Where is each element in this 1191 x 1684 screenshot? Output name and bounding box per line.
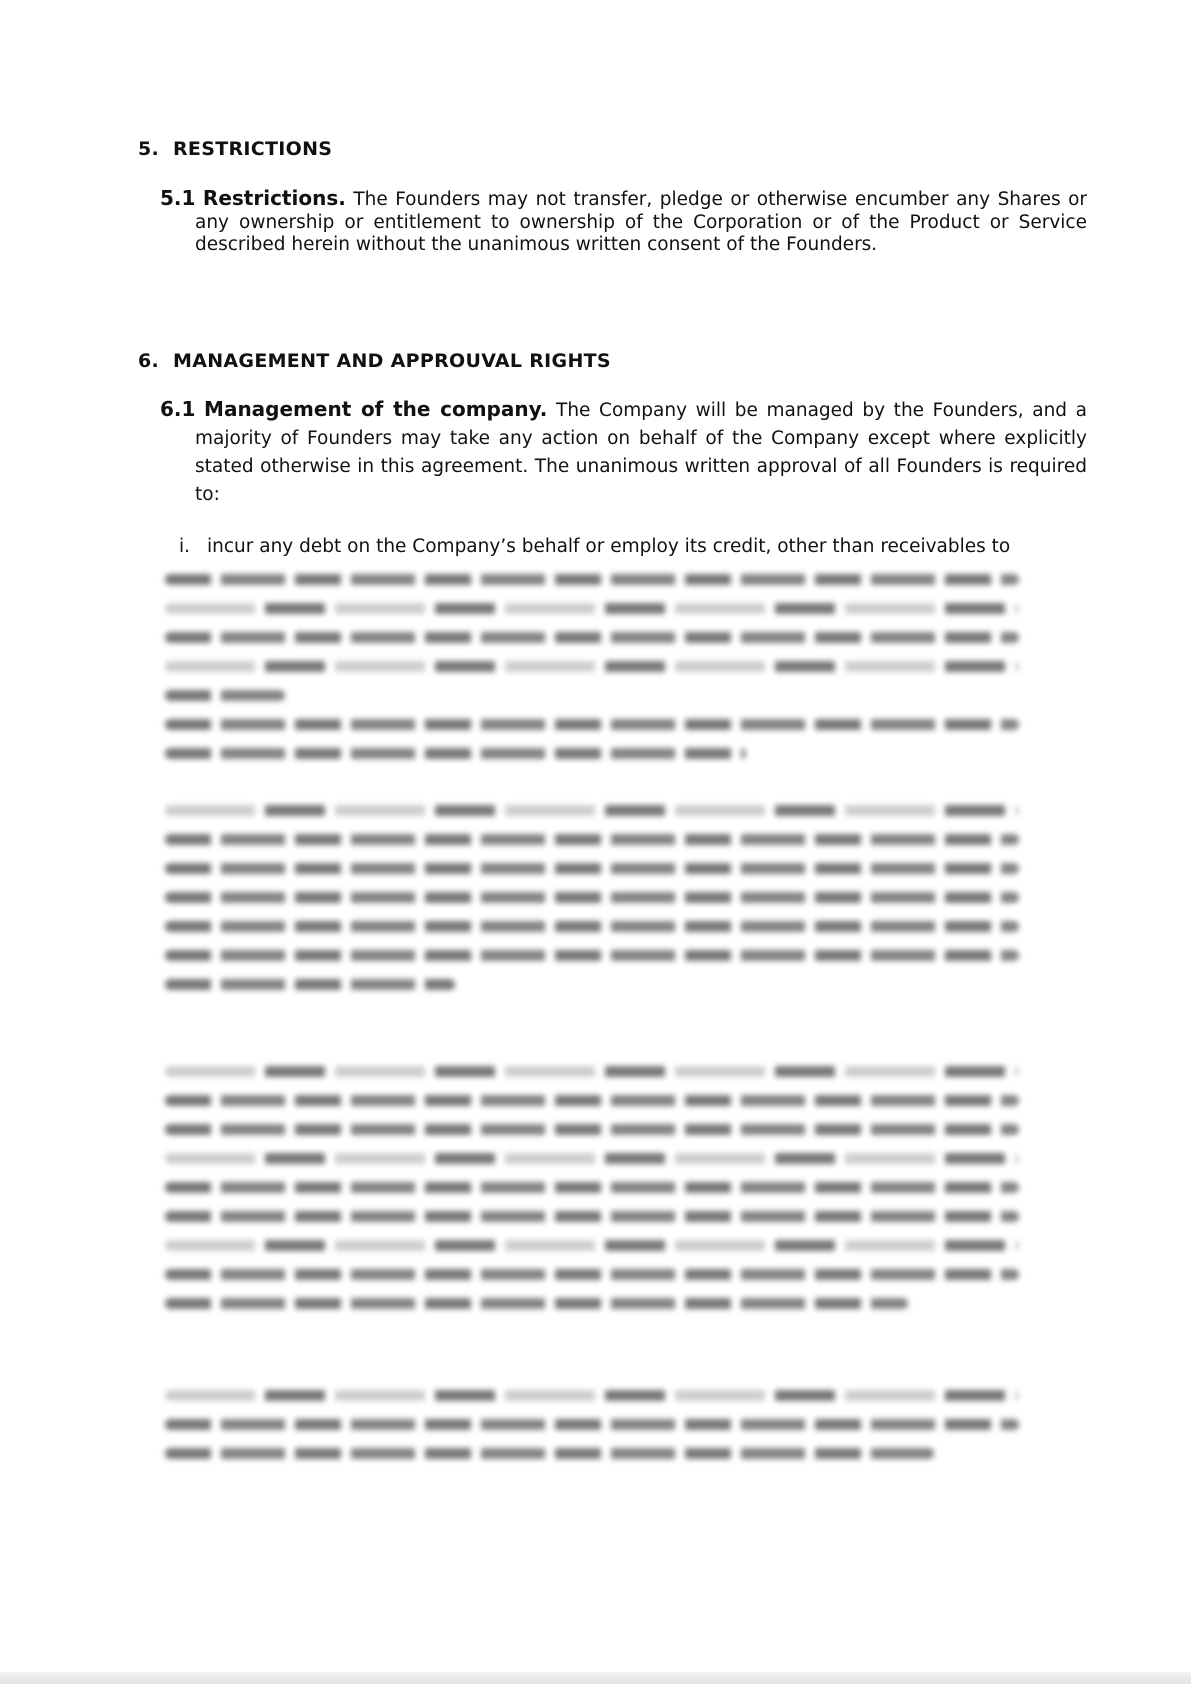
page-bottom-edge — [0, 1672, 1191, 1684]
section-5-heading — [138, 138, 332, 160]
clause-title: Management of the company. — [204, 397, 548, 421]
blurred-text-block-2 — [165, 805, 1019, 1008]
clause-number: 6.1 — [160, 397, 196, 421]
section-6-heading — [138, 350, 611, 372]
list-item — [179, 536, 1052, 558]
list-marker: i. — [179, 536, 191, 557]
clause-title: Restrictions. — [202, 186, 346, 210]
list-item-text: incur any debt on the Company’s behalf or employ its credit, other than receivables to — [207, 536, 1011, 557]
clause-6-1 — [160, 395, 1087, 509]
section-number: 5. — [138, 138, 160, 160]
clause-text: The Company will be managed by the Founders, and a majority of Founders may take any action on behalf of the Company except where explicitly stated otherwise in this agreement. The unanimous written approval of all Founders is required to: — [195, 400, 1087, 505]
blurred-text-block-4 — [165, 1390, 1019, 1477]
clause-number: 5.1 — [160, 186, 196, 210]
blurred-text-block-3 — [165, 1066, 1019, 1327]
clause-text: The Founders may not transfer, pledge or otherwise encumber any Shares or any ownership or entitlement to ownership of the Corporation or of the Product or Service described herein without the unanimous written consent of the Founders. — [195, 189, 1087, 255]
section-title: RESTRICTIONS — [173, 138, 333, 160]
clause-5-1 — [160, 187, 1087, 257]
blurred-text-block-1 — [165, 574, 1019, 777]
section-title: MANAGEMENT AND APPROUVAL RIGHTS — [173, 350, 611, 372]
section-number: 6. — [138, 350, 160, 372]
